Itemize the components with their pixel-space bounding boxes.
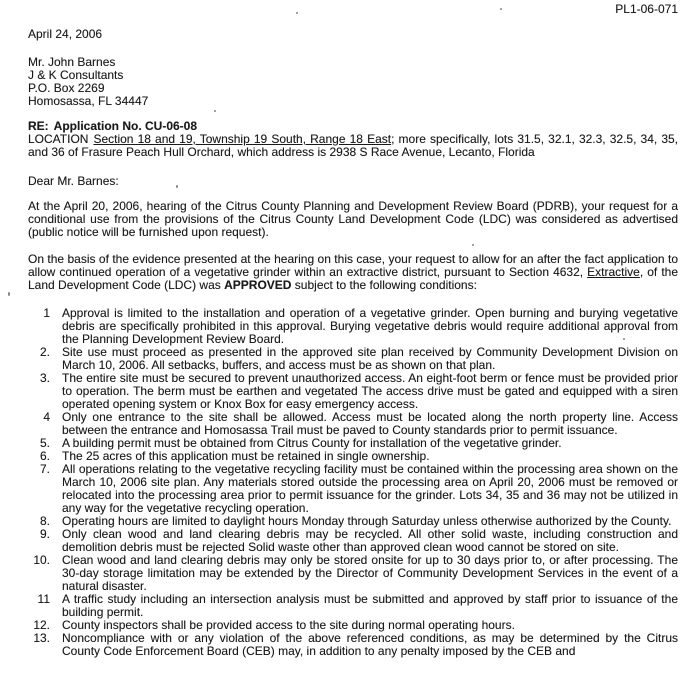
scan-speck [500,8,502,10]
condition-text: A traffic study including an intersection analysis must be submitted and approved by staff prior to issuance of the building permit. [62,592,678,619]
condition-text: Clean wood and land clearing debris may only be stored onsite for up to 30 days prior to, or after processing. The 30-day storage limitation may be extended by the Director of Community Development Services in the event of a natural disaster. [62,553,678,593]
re-label: RE: [28,119,49,133]
condition-text: Site use must proceed as presented in the approved site plan received by Community Development Division on March 10, 2006. All setbacks, buffers, and access must be as shown on that plan. [62,345,678,372]
condition-item [28,593,678,619]
letter-date: April 24, 2006 [28,27,103,41]
location-label: LOCATION [28,132,89,146]
condition-number: 9. [39,527,50,541]
condition-text: Operating hours are limited to daylight hours Monday through Saturday unless otherwise authorized by the County. [62,514,672,528]
condition-text: County inspectors shall be provided access to the site during normal operating hours. [62,618,515,632]
condition-text: Only clean wood and land clearing debris may be recycled. All other solid waste, including construction and demolition debris must be rejected Solid waste other than approved clean wood cannot be stored on site. [62,527,678,554]
paragraph-approval-pre: On the basis of the evidence presented at the hearing on this case, your request to allow for an after the fact application to allow continued operation of a vegetative grinder within an extractive district, pursuant to Section 4632, [28,252,678,279]
paragraph-approval-mid: , of the Land Development Code (LDC) was [28,265,678,292]
application-number: Application No. CU-06-08 [53,119,198,133]
recipient-address [28,56,678,108]
location-details: ; more specifically, lots 31.5, 32.1, 32.3, 32.5, 34, 35, and 36 of Frasure Peach Hull Orchard, which address is 2938 S Race Avenue, Lecanto, Florida [28,132,679,159]
recipient-city-state-zip: Homosassa, FL 34447 [28,94,149,108]
condition-item [28,411,678,437]
approved-keyword: APPROVED [224,278,292,292]
condition-text: Only one entrance to the site shall be allowed. Access must be located along the north property line. Access between the entrance and Homosassa Trail must be paved to County standards prior to permit issuance. [62,410,678,437]
recipient-name: Mr. John Barnes [28,55,116,69]
condition-item [28,528,678,554]
scan-speck [472,244,474,246]
condition-number: 7. [39,462,50,476]
condition-number: 1 [43,306,50,320]
paragraph-approval [28,253,678,292]
condition-number: 5. [39,436,50,450]
condition-item [28,632,678,658]
condition-number: 6. [39,449,50,463]
scan-speck [214,110,216,112]
document-ref-number: PL1-06-071 [615,2,678,16]
condition-text: A building permit must be obtained from Citrus County for installation of the vegetative grinder. [62,436,562,450]
condition-text: The 25 acres of this application must be retained in single ownership. [62,449,430,463]
condition-text: Noncompliance with or any violation of the above referenced conditions, as may be determined by the Citrus County Code Enforcement Board (CEB) may, in addition to any penalty imposed by the CEB and [62,631,678,658]
condition-number: 2. [39,345,50,359]
condition-item [28,554,678,593]
paragraph-hearing: At the April 20, 2006, hearing of the Citrus County Planning and Development Review Board (PDRB), your request for a conditional use from the provisions of the Citrus County Land Development Code (LDC) was considered as advertised (public notice will be furnished upon request). [28,199,678,239]
condition-text: Approval is limited to the installation and operation of a vegetative grinder. Open burning and burying vegetative debris are specifically prohibited in this approval. Burying vegetative debris would require additional approval from the Planning Development Review Board. [62,306,678,346]
condition-number: 11 [37,592,50,606]
condition-number: 3. [39,371,50,385]
condition-number: 13. [33,631,50,645]
condition-text: The entire site must be secured to prevent unauthorized access. An eight-foot berm or fence must be provided prior to operation. The berm must be earthen and vegetated The access drive must be gated and equipped with a siren operated opening system or Knox Box for easy emergency access. [62,371,678,411]
condition-text: All operations relating to the vegetative recycling facility must be contained within the processing area shown on the March 10, 2006 site plan. Any materials stored outside the processing area on April 20, 2006 must be removed or relocated into the processing area prior to permit issuance for the grinder. Lots 34, 35 and 36 may not be utilized in any way for the vegetative recycling operation. [62,462,678,515]
condition-number: 10. [33,553,50,567]
scan-speck [176,185,178,188]
recipient-company: J & K Consultants [28,68,124,82]
condition-item [28,346,678,372]
location-line [28,133,678,159]
condition-item [28,307,678,346]
condition-item [28,463,678,515]
salutation: Dear Mr. Barnes: [28,174,119,188]
condition-number: 4 [43,410,50,424]
condition-number: 12. [33,618,50,632]
condition-number: 8. [39,514,50,528]
location-legal-description: Section 18 and 19, Township 19 South, Range 18 East [93,132,392,146]
conditions-list [28,307,678,658]
scan-speck [623,338,625,340]
paragraph-approval-extractive: Extractive [587,265,640,279]
scan-speck [8,292,10,296]
scan-speck [296,12,298,14]
condition-item [28,372,678,411]
paragraph-approval-post: subject to the following conditions: [291,278,477,292]
recipient-po-box: P.O. Box 2269 [28,81,105,95]
